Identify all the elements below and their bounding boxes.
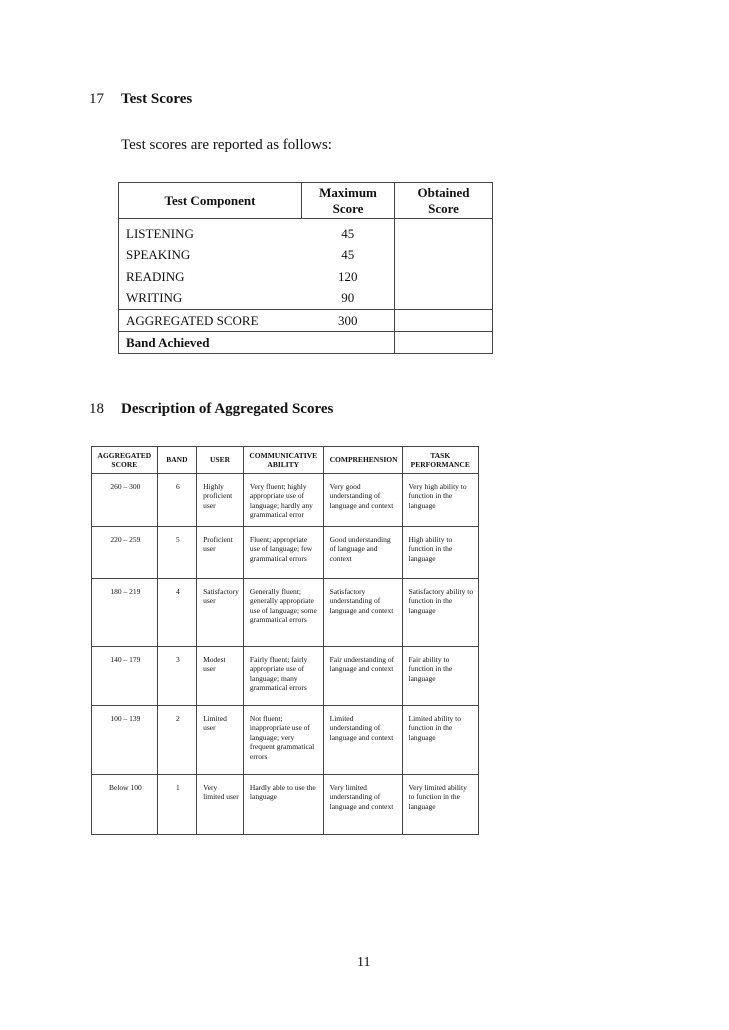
communicative-cell: Generally fluent; generally appropriate use of language; some grammatical errors (243, 579, 323, 647)
band-cell: 1 (157, 775, 196, 835)
header-maximum-line1: Maximum (319, 184, 377, 200)
section-18-number: 18 (89, 401, 104, 417)
header-obtained-score: Obtained Score (395, 183, 493, 219)
band-achieved-max (302, 332, 395, 354)
header-comprehension: COMPREHENSION (323, 447, 402, 474)
component-cell: SPEAKING (119, 245, 302, 267)
band-achieved-label: Band Achieved (119, 332, 302, 354)
aggregated-max: 300 (302, 310, 395, 332)
band-cell: 4 (157, 579, 196, 647)
table-row (119, 245, 493, 267)
header-aggregated-score (92, 447, 158, 474)
header-task-line2: PERFORMANCE (410, 460, 470, 469)
comprehension-cell: Satisfactory understanding of language and context (323, 579, 402, 647)
table-row (92, 775, 479, 835)
component-cell: WRITING (119, 288, 302, 310)
score-range-cell: 220 – 259 (92, 527, 158, 579)
aggregated-obtained (395, 310, 493, 332)
band-cell: 3 (157, 647, 196, 706)
comprehension-cell: Good understanding of language and context (323, 527, 402, 579)
header-communicative-line2: ABILITY (267, 460, 300, 469)
comprehension-cell: Very limited understanding of language and context (323, 775, 402, 835)
max-score-cell: 45 (341, 247, 355, 263)
aggregated-score-row (119, 310, 493, 332)
table-row (92, 579, 479, 647)
table-row (119, 266, 493, 288)
table-header-row (119, 183, 493, 219)
table-row (119, 288, 493, 310)
table-row (119, 219, 493, 245)
header-task-performance (402, 447, 478, 474)
communicative-cell: Fairly fluent; fairly appropriate use of language; many grammatical errors (243, 647, 323, 706)
task-cell: High ability to function in the language (402, 527, 478, 579)
max-score-cell: 90 (341, 290, 355, 306)
score-range-cell: 100 – 139 (92, 706, 158, 775)
section-17-number: 17 (89, 91, 104, 107)
user-cell: Limited user (197, 706, 244, 775)
scores-intro-text: Test scores are reported as follows: (121, 137, 332, 153)
header-aggregated-line2: SCORE (111, 460, 138, 469)
band-cell: 6 (157, 474, 196, 527)
user-cell: Very limited user (197, 775, 244, 835)
test-scores-table (118, 182, 493, 354)
header-communicative-ability (243, 447, 323, 474)
obtained-score-cell (395, 219, 493, 245)
header-maximum-line2: Score (332, 200, 364, 216)
score-range-cell: 140 – 179 (92, 647, 158, 706)
aggregated-scores-description-table (91, 446, 479, 835)
table-row (92, 706, 479, 775)
user-cell: Proficient user (197, 527, 244, 579)
component-cell: READING (119, 266, 302, 288)
comprehension-cell: Limited understanding of language and context (323, 706, 402, 775)
obtained-score-cell (395, 245, 493, 267)
communicative-cell: Hardly able to use the language (243, 775, 323, 835)
task-cell: Very high ability to function in the language (402, 474, 478, 527)
score-range-cell: Below 100 (92, 775, 158, 835)
header-task-line1: TASK (430, 450, 451, 460)
task-cell: Satisfactory ability to function in the language (402, 579, 478, 647)
page-number: 11 (357, 955, 371, 970)
section-17-title: Test Scores (121, 91, 193, 107)
table-row (92, 527, 479, 579)
obtained-score-cell (395, 288, 493, 310)
task-cell: Fair ability to function in the language (402, 647, 478, 706)
band-cell: 2 (157, 706, 196, 775)
user-cell: Satisfactory user (197, 579, 244, 647)
band-achieved-row (119, 332, 493, 354)
header-maximum-score (302, 183, 395, 219)
task-cell: Very limited ability to function in the language (402, 775, 478, 835)
task-cell: Limited ability to function in the language (402, 706, 478, 775)
header-user: USER (197, 447, 244, 474)
header-test-component: Test Component (119, 183, 302, 219)
score-range-cell: 260 – 300 (92, 474, 158, 527)
table-row (92, 474, 479, 527)
header-aggregated-line1: AGGREGATED (97, 450, 152, 460)
communicative-cell: Very fluent; highly appropriate use of language; hardly any grammatical error (243, 474, 323, 527)
section-18-title: Description of Aggregated Scores (121, 401, 334, 417)
header-communicative-line1: COMMUNICATIVE (249, 450, 318, 460)
communicative-cell: Fluent; appropriate use of language; few grammatical errors (243, 527, 323, 579)
communicative-cell: Not fluent; inappropriate use of language; very frequent grammatical errors (243, 706, 323, 775)
band-cell: 5 (157, 527, 196, 579)
obtained-score-cell (395, 266, 493, 288)
max-score-cell: 45 (341, 225, 355, 241)
comprehension-cell: Fair understanding of language and context (323, 647, 402, 706)
table-row (92, 647, 479, 706)
aggregated-label: AGGREGATED SCORE (119, 310, 302, 332)
max-score-cell: 120 (338, 268, 358, 284)
user-cell: Highly proficient user (197, 474, 244, 527)
score-range-cell: 180 – 219 (92, 579, 158, 647)
header-band: BAND (157, 447, 196, 474)
table-header-row (92, 447, 479, 474)
component-cell: LISTENING (119, 219, 302, 245)
band-achieved-obtained (395, 332, 493, 354)
user-cell: Modest user (197, 647, 244, 706)
comprehension-cell: Very good understanding of language and context (323, 474, 402, 527)
